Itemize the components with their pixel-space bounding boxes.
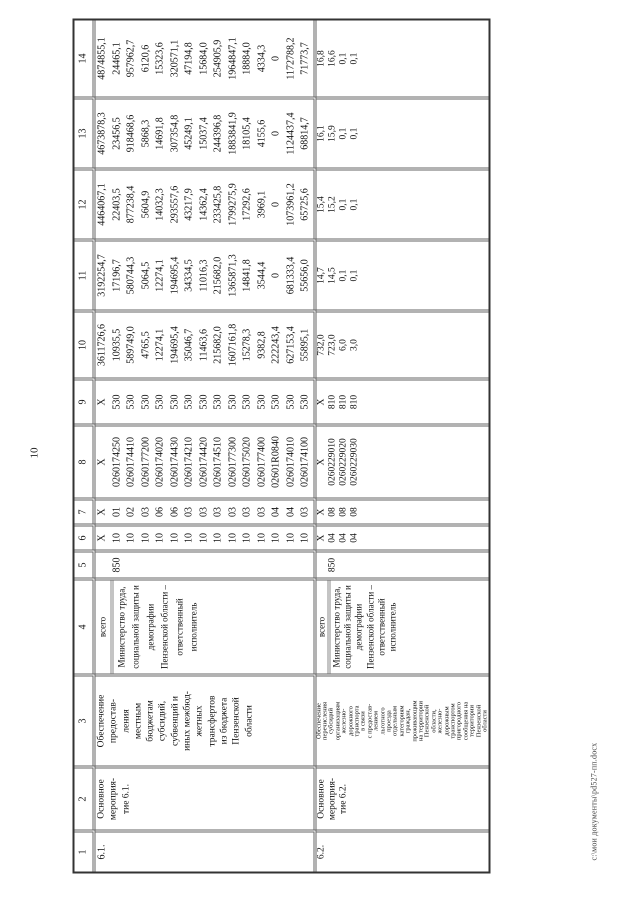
cell-line: субвенций и	[169, 695, 180, 746]
column-header: 8	[74, 423, 95, 497]
cell-line: Х	[96, 507, 107, 516]
cell-line: 65725,6	[299, 187, 310, 221]
cell-line: на территории	[417, 700, 424, 741]
cell-line: 04	[270, 506, 281, 517]
cell-line: 0260174430	[168, 436, 180, 487]
cell-line: 15,2	[326, 195, 337, 213]
cell-line: 918468,6	[125, 114, 136, 152]
cell-line: 10	[110, 532, 122, 543]
cell-line: 03	[226, 506, 238, 517]
cell-line: Х	[315, 458, 326, 465]
table-header-row	[74, 20, 95, 871]
cell-line: в связи	[359, 710, 367, 731]
cell-line: 45249,1	[183, 116, 194, 150]
cell-line: 4673878,3	[96, 111, 107, 155]
cell-line: 10	[270, 532, 281, 543]
cell-line: 03	[197, 506, 209, 517]
cell-line: дорожным	[442, 705, 450, 736]
table-cell	[316, 765, 489, 829]
column-header: 4	[74, 577, 95, 673]
cell-line: области	[243, 704, 254, 737]
cell-line: категориям	[397, 704, 405, 737]
cell-line: Пензенской	[474, 704, 482, 737]
cell-line: 0,1	[349, 127, 360, 139]
cell-line: 10	[255, 532, 267, 543]
cell-line: 10	[139, 532, 151, 543]
cell-line: 530	[299, 394, 310, 409]
cell-line: перечисления	[320, 701, 328, 740]
cell-line: 0260174210	[183, 436, 194, 487]
cell-line: Х	[315, 398, 326, 405]
program-table	[72, 18, 490, 873]
cell-line: Х	[96, 457, 107, 466]
table-cell	[95, 167, 316, 238]
table-cell	[316, 497, 489, 523]
cell-line: ответственный	[375, 597, 386, 656]
cell-line: 01	[110, 506, 122, 517]
cell-line: 627153,4	[284, 325, 296, 364]
cell-line: 194695,4	[168, 256, 180, 294]
cell-line: 530	[125, 394, 136, 409]
cell-line: территории	[468, 704, 476, 737]
cell-line: транспортом	[449, 702, 457, 739]
cell-line: 0,1	[338, 269, 349, 281]
cell-line: 6120,6	[139, 44, 151, 72]
cell-line: 0,1	[349, 269, 360, 281]
cell-line: железно-	[340, 708, 348, 733]
cell-line: 15037,4	[197, 116, 209, 150]
cell-line: 1964847,1	[226, 36, 238, 80]
cell-line: 530	[212, 394, 223, 409]
cell-line: 6.2.	[315, 844, 326, 859]
cell-line: 04	[338, 532, 349, 543]
cell-line: 10	[197, 532, 209, 543]
column-header: 3	[74, 673, 95, 765]
cell-line: 04	[326, 532, 337, 543]
cell-line: субсидий	[327, 707, 335, 734]
table-cell	[95, 497, 316, 523]
cell-line: 215682,0	[212, 256, 223, 294]
cell-line: 0260174510	[212, 436, 223, 487]
cell-line: 1124437,4	[284, 111, 296, 155]
cell-line: 0,1	[338, 127, 349, 139]
cell-line: 15,4	[315, 195, 326, 213]
cell-line: 4334,3	[255, 44, 267, 72]
cell-line: 1073961,2	[284, 182, 296, 226]
cell-line: 194695,4	[168, 325, 180, 364]
cell-line: 14,7	[315, 266, 326, 284]
cell-line: Х	[96, 533, 107, 542]
cell-line: 16,1	[315, 124, 326, 142]
cell-line: 5868,3	[139, 119, 151, 147]
cell-line: 03	[241, 506, 252, 517]
cell-line: 18105,4	[241, 116, 252, 150]
cell-line: 215682,0	[212, 325, 223, 364]
cell-line: 1172788,2	[284, 36, 296, 80]
cell-line: 10935,5	[110, 328, 122, 361]
table-row	[316, 20, 489, 871]
cell-line: 530	[110, 394, 122, 409]
cell-line: 18884,0	[241, 41, 252, 75]
cell-line: 06	[154, 506, 165, 517]
cell-line: Обеспечение	[96, 694, 106, 747]
cell-line	[316, 552, 327, 577]
cell-line: 877238,4	[125, 185, 136, 223]
column-header: 9	[74, 377, 95, 423]
cell-line: 15278,3	[241, 328, 252, 361]
cell-line: 08	[349, 506, 360, 517]
cell-line: 1883841,9	[226, 111, 238, 155]
table-cell	[316, 309, 489, 377]
cell-line: 03	[299, 506, 310, 517]
cell-line: 530	[139, 394, 151, 409]
cell-line: 530	[241, 394, 252, 409]
table-cell	[95, 309, 316, 377]
cell-line: 530	[255, 394, 267, 409]
page-number: 10	[28, 447, 40, 458]
cell-line: 68814,7	[299, 116, 310, 150]
cell-line: иных межбюд-	[182, 690, 193, 751]
cell-line: 34334,5	[183, 258, 194, 292]
cell-line: трансфертов	[206, 695, 217, 746]
cell-line: 03	[212, 506, 223, 517]
cell-line: Основное	[315, 778, 326, 819]
cell-line: тие 6.2.	[338, 783, 349, 814]
cell-line	[95, 552, 110, 577]
table-cell	[316, 167, 489, 238]
table-cell	[95, 96, 316, 167]
cell-line: ления	[120, 708, 131, 733]
cell-line: 10	[299, 532, 310, 543]
table-cell	[95, 549, 316, 577]
table-cell	[316, 96, 489, 167]
table-cell	[316, 673, 489, 765]
cell-line: 10	[284, 532, 296, 543]
table-cell	[316, 423, 489, 497]
cell-line: 957962,7	[125, 39, 136, 77]
table-cell	[95, 577, 316, 673]
cell-line: 14841,8	[241, 258, 252, 292]
cell-line: 0260175020	[241, 436, 252, 487]
cell-line: 0260174100	[299, 436, 310, 487]
cell-line: 04	[284, 506, 296, 517]
cell-line: 16,6	[326, 49, 337, 67]
cell-line: 10	[212, 532, 223, 543]
cell-line: 4874855,1	[96, 36, 107, 80]
cell-line: 0	[270, 130, 281, 136]
cell-line: 530	[226, 394, 238, 409]
total-label-line: всего	[316, 580, 330, 673]
table-cell	[316, 20, 489, 96]
cell-line: Обеспечение	[314, 702, 322, 739]
cell-line: 810	[338, 394, 349, 409]
cell-line: Основное	[96, 778, 106, 819]
cell-line: предостав-	[108, 698, 119, 743]
cell-line: мероприя-	[326, 777, 337, 820]
cell-line: пригородного	[455, 701, 463, 740]
cell-line: социальной защиты и	[130, 584, 140, 669]
table-cell	[95, 20, 316, 96]
cell-line: 810	[326, 394, 337, 409]
total-label-line: всего	[95, 580, 113, 673]
table-cell	[95, 238, 316, 309]
cell-line: 71773,7	[299, 41, 310, 75]
cell-line: 1607161,8	[226, 323, 238, 366]
cell-line: местным	[132, 702, 143, 739]
cell-line: 15323,6	[154, 41, 165, 75]
column-header: 2	[74, 765, 95, 829]
cell-line: 55656,0	[299, 258, 310, 292]
cell-line: мероприя-	[108, 777, 119, 820]
cell-line: 1799275,9	[226, 182, 238, 226]
cell-line: железно-	[436, 708, 444, 733]
cell-line: 15,9	[326, 124, 337, 142]
cell-line: Пензенской	[423, 704, 431, 737]
cell-line: 3544,4	[255, 261, 267, 289]
cell-line: проживающим	[410, 699, 418, 742]
cell-line: 1365871,3	[226, 253, 238, 297]
cell-line: 35046,7	[183, 328, 194, 361]
cell-line: 244396,8	[212, 114, 223, 152]
table-cell	[95, 423, 316, 497]
cell-line: ответственный	[173, 597, 184, 656]
column-header: 5	[74, 549, 95, 577]
cell-line: 530	[183, 394, 194, 409]
cell-line: жетных	[194, 704, 205, 737]
cell-line: 530	[197, 394, 209, 409]
cell-line: 580744,3	[125, 256, 136, 294]
table-cell	[95, 673, 316, 765]
column-header: 7	[74, 497, 95, 523]
cell-line: граждан,	[404, 708, 412, 733]
cell-line: проезда	[384, 709, 392, 732]
cell-line: 08	[326, 506, 337, 517]
cell-line: 10	[183, 532, 194, 543]
cell-line: 5604,9	[139, 190, 151, 218]
cell-line: 10	[125, 532, 136, 543]
cell-line: Министерство труда,	[330, 586, 341, 667]
cell-line: 0,1	[338, 52, 349, 64]
cell-line: 530	[168, 394, 180, 409]
column-header: 12	[74, 167, 95, 238]
cell-line: 12274,1	[154, 258, 165, 292]
cell-line: 15684,0	[197, 41, 209, 75]
cell-line: 22403,5	[110, 187, 122, 221]
cell-line: 0260177400	[255, 436, 267, 487]
cell-line: исполнитель	[188, 602, 198, 651]
column-header: 14	[74, 20, 95, 96]
cell-line: 0260174420	[197, 436, 209, 487]
column-header: 6	[74, 523, 95, 549]
table-cell	[95, 377, 316, 423]
cell-line: 6.1.	[96, 844, 107, 859]
cell-line: 11463,6	[197, 328, 209, 361]
cell-line: Пензенской области –	[364, 584, 375, 669]
cell-line: 14,5	[326, 266, 337, 284]
cell-line: демографии	[353, 603, 364, 650]
table-cell	[316, 523, 489, 549]
cell-line: 0	[270, 201, 281, 207]
cell-line: 14362,4	[197, 187, 209, 221]
cell-line: исполнитель	[387, 602, 398, 651]
cell-line: 10	[226, 532, 238, 543]
cell-line: 0260177300	[226, 436, 238, 487]
cell-line: 307354,8	[168, 114, 180, 152]
cell-line: области	[481, 709, 489, 732]
cell-line: 3,0	[349, 338, 360, 351]
cell-line: льготного	[378, 706, 386, 735]
cell-line: демографии	[144, 603, 155, 650]
footer-file-path: с:\мои документы\pd527-пп.docx	[589, 742, 598, 860]
cell-line: 03	[139, 506, 151, 517]
cell-line: 6,0	[338, 338, 349, 351]
table-cell	[316, 549, 489, 577]
cell-line: 4464067,1	[96, 182, 107, 226]
cell-line: отдельным	[391, 705, 399, 736]
table-row	[95, 20, 316, 871]
cell-line: 0260174410	[125, 436, 136, 487]
cell-line: 11016,3	[197, 258, 209, 292]
cell-line: области,	[429, 708, 437, 733]
cell-line: из бюджета	[218, 697, 229, 744]
column-header: 1	[74, 829, 95, 871]
cell-line: лением	[372, 710, 380, 731]
cell-line: 0260174250	[110, 436, 122, 487]
cell-line: 0	[270, 272, 281, 278]
cell-line: Х	[315, 534, 326, 541]
cell-line: 17292,6	[241, 187, 252, 221]
cell-line: 810	[349, 394, 360, 409]
cell-line: 293557,6	[168, 185, 180, 223]
cell-line: Министерство труда,	[115, 586, 126, 667]
cell-line: с предостав-	[365, 703, 373, 738]
cell-line: 0260174010	[284, 436, 296, 487]
cell-line: 3192254,7	[96, 253, 107, 297]
cell-line: 10	[168, 532, 180, 543]
cell-line: 06	[168, 506, 180, 517]
cell-line: 530	[270, 394, 281, 409]
column-header: 13	[74, 96, 95, 167]
cell-line: 732,0	[315, 333, 326, 356]
cell-line: 10	[241, 532, 252, 543]
column-header: 10	[74, 309, 95, 377]
cell-line: 02	[125, 506, 136, 517]
cell-line: 0,1	[349, 198, 360, 210]
cell-line: 16,8	[315, 49, 326, 67]
cell-line: 0,1	[338, 198, 349, 210]
cell-line: 17196,7	[110, 258, 122, 292]
cell-line: 43217,9	[183, 187, 194, 221]
column-header: 11	[74, 238, 95, 309]
table-cell	[95, 523, 316, 549]
table-cell	[95, 765, 316, 829]
cell-line: 0260174020	[154, 436, 165, 487]
cell-line: 0260229030	[349, 437, 360, 486]
cell-line: 233425,8	[212, 185, 223, 223]
cell-line: 23456,5	[110, 116, 122, 150]
cell-line: 530	[284, 394, 296, 409]
cell-line: социальной защиты и	[342, 584, 353, 669]
table-body	[95, 20, 488, 871]
cell-line: Х	[315, 508, 326, 515]
cell-line: 03	[183, 506, 194, 517]
cell-line: 530	[154, 394, 165, 409]
cell-line: 0260229010	[326, 437, 337, 486]
cell-line: транспорта	[352, 704, 360, 737]
table-cell	[316, 377, 489, 423]
cell-line: 589749,0	[125, 325, 136, 364]
cell-line: 850	[110, 557, 122, 572]
cell-line: 04	[349, 532, 360, 543]
table-cell	[316, 238, 489, 309]
cell-line: 55895,1	[299, 328, 310, 361]
cell-line: 5064,5	[139, 261, 151, 289]
cell-line: дорожного	[346, 705, 354, 736]
cell-line: Пензенской	[231, 696, 242, 745]
table-cell	[316, 577, 489, 673]
cell-line: 222243,4	[270, 325, 281, 364]
cell-line: 681333,4	[284, 256, 296, 294]
cell-line: 02601R0840	[270, 435, 281, 488]
cell-line: 08	[338, 506, 349, 517]
cell-line: 12274,1	[154, 328, 165, 361]
cell-line: 850	[326, 557, 337, 572]
cell-line: сообщения на	[461, 701, 469, 740]
cell-line: 3611726,6	[96, 323, 107, 366]
cell-line: 14032,3	[154, 187, 165, 221]
cell-line: 3969,1	[255, 190, 267, 218]
cell-line: 14691,8	[154, 116, 165, 150]
cell-line: 0260229020	[338, 437, 349, 486]
cell-line: 24465,1	[110, 41, 122, 75]
cell-line: 723,0	[326, 333, 337, 356]
cell-line: бюджетам	[145, 699, 156, 742]
cell-line: 0260177200	[139, 436, 151, 487]
cell-line: 4155,6	[255, 119, 267, 147]
table-cell	[316, 829, 489, 871]
cell-line: 0	[270, 55, 281, 61]
cell-line: организациям	[333, 701, 341, 740]
cell-line: 03	[255, 506, 267, 517]
cell-line: 0,1	[349, 52, 360, 64]
cell-line: субсидий,	[157, 700, 168, 741]
cell-line: Пензенской области –	[159, 584, 169, 669]
cell-line: 254905,9	[212, 39, 223, 77]
cell-line: тие 6.1.	[120, 783, 131, 814]
cell-line: 4765,5	[139, 330, 151, 359]
table-cell	[95, 829, 316, 871]
cell-line: 320571,1	[168, 39, 180, 77]
cell-line: Х	[96, 397, 107, 406]
cell-line: 47194,8	[183, 41, 194, 75]
cell-line: 9382,8	[255, 330, 267, 359]
cell-line: 10	[154, 532, 165, 543]
